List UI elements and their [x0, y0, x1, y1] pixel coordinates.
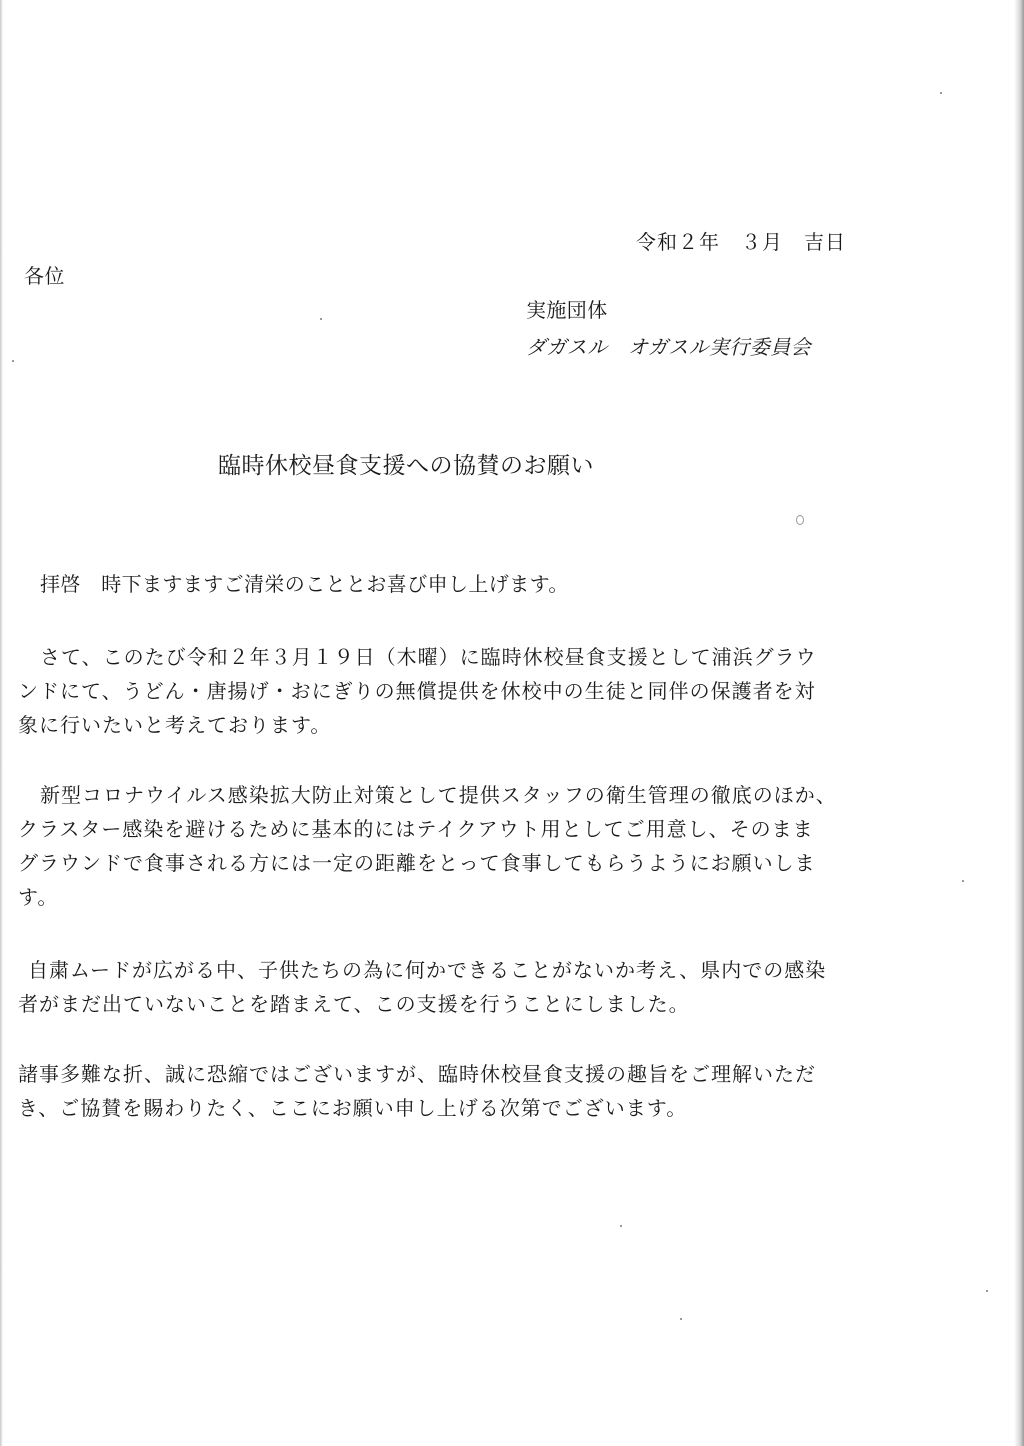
- scan-speck: [320, 318, 322, 320]
- letter-title: 臨時休校昼食支援への協賛のお願い: [218, 453, 594, 479]
- scan-speck: [12, 360, 14, 362]
- paragraph-line: 者がまだ出ていないことを踏まえて、この支援を行うことにしました。: [18, 992, 690, 1016]
- paragraph-line: 新型コロナウイルス感染拡大防止対策として提供スタッフの衛生管理の徹底のほか、: [40, 783, 837, 807]
- paragraph-line: 自粛ムードが広がる中、子供たちの為に何かできることがないか考え、県内での感染: [28, 958, 827, 982]
- scan-speck: [962, 880, 964, 882]
- paragraph-safety-measures: [18, 778, 868, 914]
- paragraph-motivation: [18, 953, 868, 1021]
- letter-date: 令和２年 ３月 吉日: [636, 230, 846, 254]
- paragraph-request: [18, 1057, 868, 1125]
- paragraph-line: き、ご協賛を賜わりたく、ここにお願い申し上げる次第でございます。: [18, 1096, 688, 1120]
- letter-greeting: 拝啓 時下ますますご清栄のこととお喜び申し上げます。: [40, 572, 569, 596]
- paragraph-line: す。: [18, 885, 59, 909]
- letter-addressee: 各位: [24, 264, 65, 288]
- scan-speck: [620, 1225, 622, 1227]
- paragraph-line: 象に行いたいと考えております。: [18, 713, 332, 737]
- paragraph-line: グラウンドで食事される方には一定の距離をとって食事してもらうようにお願いしま: [18, 851, 816, 875]
- paragraph-line: ンドにて、うどん・唐揚げ・おにぎりの無償提供を休校中の生徒と同伴の保護者を対: [18, 679, 816, 703]
- organizer-name: ダガスル オガスル実行委員会: [526, 335, 811, 359]
- paragraph-line: クラスター感染を避けるために基本的にはテイクアウト用としてご用意し、そのまま: [18, 817, 814, 841]
- scan-shadow-right: [1014, 0, 1024, 1446]
- organizer-label: 実施団体: [526, 298, 608, 322]
- scan-speck: [940, 92, 942, 94]
- paragraph-line: さて、このたび令和２年３月１９日（木曜）に臨時休校昼食支援として浦浜グラウ: [40, 645, 817, 669]
- scan-speck: [796, 515, 804, 525]
- paragraph-line: 諸事多難な折、誠に恐縮ではございますが、臨時休校昼食支援の趣旨をご理解いただ: [18, 1062, 816, 1086]
- scan-shadow-left: [0, 0, 3, 1446]
- scan-speck: [986, 1290, 988, 1292]
- paragraph-event-details: [18, 640, 868, 742]
- scan-speck: [680, 1318, 682, 1320]
